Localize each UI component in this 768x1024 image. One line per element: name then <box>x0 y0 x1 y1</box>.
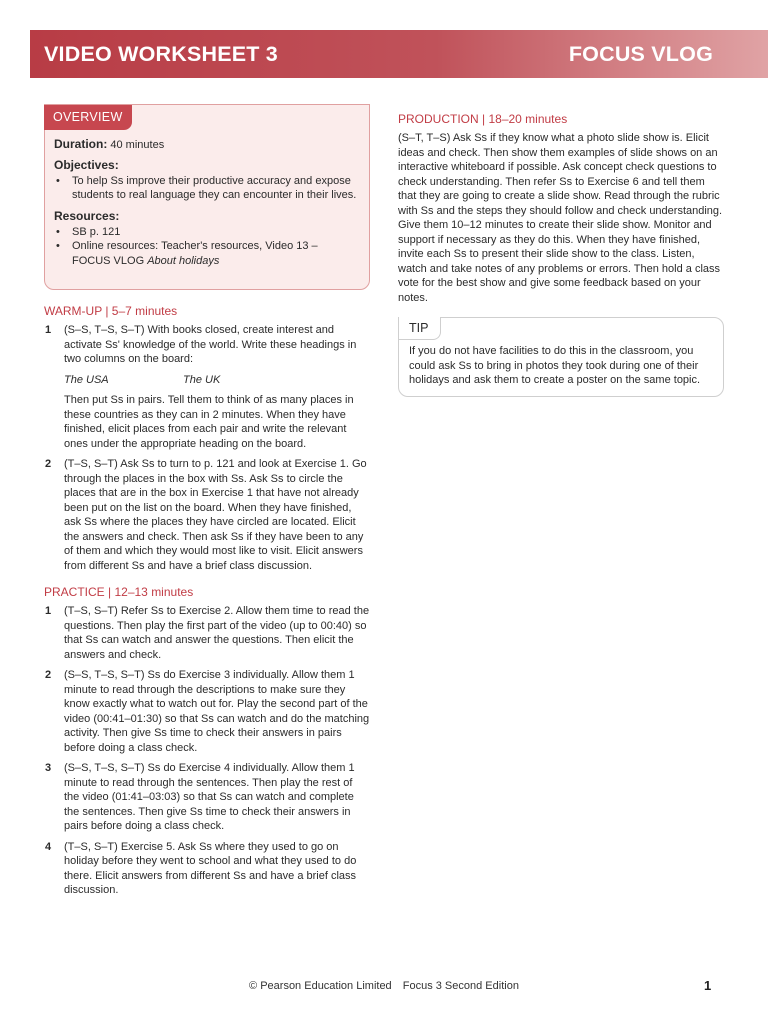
production-heading: PRODUCTION | 18–20 minutes <box>398 112 568 126</box>
item-number: 4 <box>45 840 52 853</box>
edition-text: Focus 3 Second Edition <box>402 980 519 992</box>
production-time: 18–20 minutes <box>488 112 568 126</box>
production-text: (S–T, T–S) Ask Ss if they know what a photo slide show is. Elicit ideas and check. Then show them examples of slide shows on an interactive whiteboard if possible. Ask concept check questions to check understanding. Then refer Ss to Exercise 6 and tell them that they are going to create a slide show. Read through the rubric with Ss and the steps they should follow and check understanding. Give them 10–12 minutes to create their slide show. Monitor and support if necessary as they do this. When they have finished, invite each Ss to present their slide show to the class. Listen, watch and take notes of any problems or errors. Then hold a class vote for the best show and give some feedback based on your notes. <box>398 132 723 304</box>
item-number: 2 <box>45 458 52 470</box>
practice-item-1 <box>44 604 370 662</box>
duration-line <box>54 137 359 152</box>
warmup-item-2 <box>44 457 370 573</box>
item-number: 1 <box>45 605 52 617</box>
item-number: 3 <box>45 762 52 774</box>
warmup-heading: WARM-UP | 5–7 minutes <box>44 304 178 318</box>
footer <box>0 980 768 992</box>
objective-item: • To help Ss improve their productive accuracy and expose students to real language they can encounter in their lives. <box>54 174 359 203</box>
overview-tab: OVERVIEW <box>44 105 132 130</box>
resources-label: Resources: <box>54 208 120 223</box>
objectives-list <box>54 174 359 203</box>
headings-columns <box>64 373 370 388</box>
tip-text: If you do not have facilities to do this in the classroom, you could ask Ss to bring in photos they took during one of their holidays and ask them to create a poster on the same topic. <box>409 345 701 386</box>
practice-heading: PRACTICE | 12–13 minutes <box>44 585 194 599</box>
worksheet-title: VIDEO WORKSHEET 3 <box>44 41 278 66</box>
practice-item-2 <box>44 668 370 755</box>
resource-item: • SB p. 121 <box>54 225 359 239</box>
production-title: PRODUCTION <box>398 112 479 126</box>
item-text: (T–S, S–T) Exercise 5. Ask Ss where they used to go on holiday before they went to school and what they used to do there. Elicit answers from different Ss and have a brief class discussion. <box>64 840 357 896</box>
right-column <box>398 112 724 397</box>
brand-title: FOCUS VLOG <box>568 41 713 66</box>
objectives-label: Objectives: <box>54 158 119 172</box>
item-text-continued: Then put Ss in pairs. Tell them to think of as many places in these countries as they can in 2 minutes. When they have finished, elicit places from each pair and write the relevant ones under the appropriate heading on the board. <box>64 394 354 450</box>
left-column <box>44 104 370 904</box>
practice-title: PRACTICE <box>44 585 105 599</box>
resources-list <box>54 225 359 268</box>
warmup-time: 5–7 minutes <box>111 304 178 318</box>
practice-item-4 <box>44 840 370 898</box>
duration-value: 40 minutes <box>110 139 165 151</box>
practice-time: 12–13 minutes <box>114 585 194 599</box>
item-text: (T–S, S–T) Ask Ss to turn to p. 121 and look at Exercise 1. Go through the places in the box with Ss. Ask Ss to circle the places that are in the box in Exercise 1 that have not already been put on the list on the board. When they have finished, ask Ss where the places they have circled are located. Elicit the answers and check. Then ask Ss if they have been to any of them and which they would most like to visit. Elicit answers from different Ss and have a brief class discussion. <box>64 458 367 572</box>
resource-italic: About holidays <box>147 254 220 267</box>
tip-label: TIP <box>399 317 441 340</box>
tip-box <box>398 317 724 397</box>
item-number: 2 <box>45 669 52 681</box>
header-bar <box>30 30 768 78</box>
copyright-text: © Pearson Education Limited <box>249 980 392 992</box>
item-text: (S–S, T–S, S–T) With books closed, create interest and activate Ss' knowledge of the world. Write these headings in two columns on the board: <box>64 324 357 365</box>
resource-item <box>54 239 359 268</box>
warmup-title: WARM-UP <box>44 304 102 318</box>
warmup-item-1 <box>44 323 370 451</box>
item-text: (S–S, T–S, S–T) Ss do Exercise 3 individually. Allow them 1 minute to read through the descriptions to make sure they know exactly what to watch out for. Play the second part of the video (00:41–01:30) so that Ss can watch and do the matching activity. Then give Ss time to check their answers in pairs before doing a class check. <box>64 669 370 754</box>
column-uk: The UK <box>183 373 221 386</box>
page-number: 1 <box>704 978 712 993</box>
item-number: 1 <box>45 324 52 336</box>
column-usa: The USA <box>64 373 109 386</box>
practice-item-3 <box>44 761 370 834</box>
duration-label: Duration: <box>54 137 108 151</box>
item-text: (T–S, S–T) Refer Ss to Exercise 2. Allow them time to read the questions. Then play the first part of the video (up to 00:40) so that Ss can watch and answer the questions. Then elicit the answers and check. <box>64 605 370 661</box>
overview-box <box>44 104 370 290</box>
item-text: (S–S, T–S, S–T) Ss do Exercise 4 individually. Allow them 1 minute to read through the sentences. Then play the rest of the video (01:41–03:03) so that Ss can watch and complete the sentences. Then give Ss time to check their answers in pairs before doing a class check. <box>64 762 355 832</box>
resource-text: Online resources: Teacher's resources, Video 13 – FOCUS VLOG <box>72 240 318 267</box>
